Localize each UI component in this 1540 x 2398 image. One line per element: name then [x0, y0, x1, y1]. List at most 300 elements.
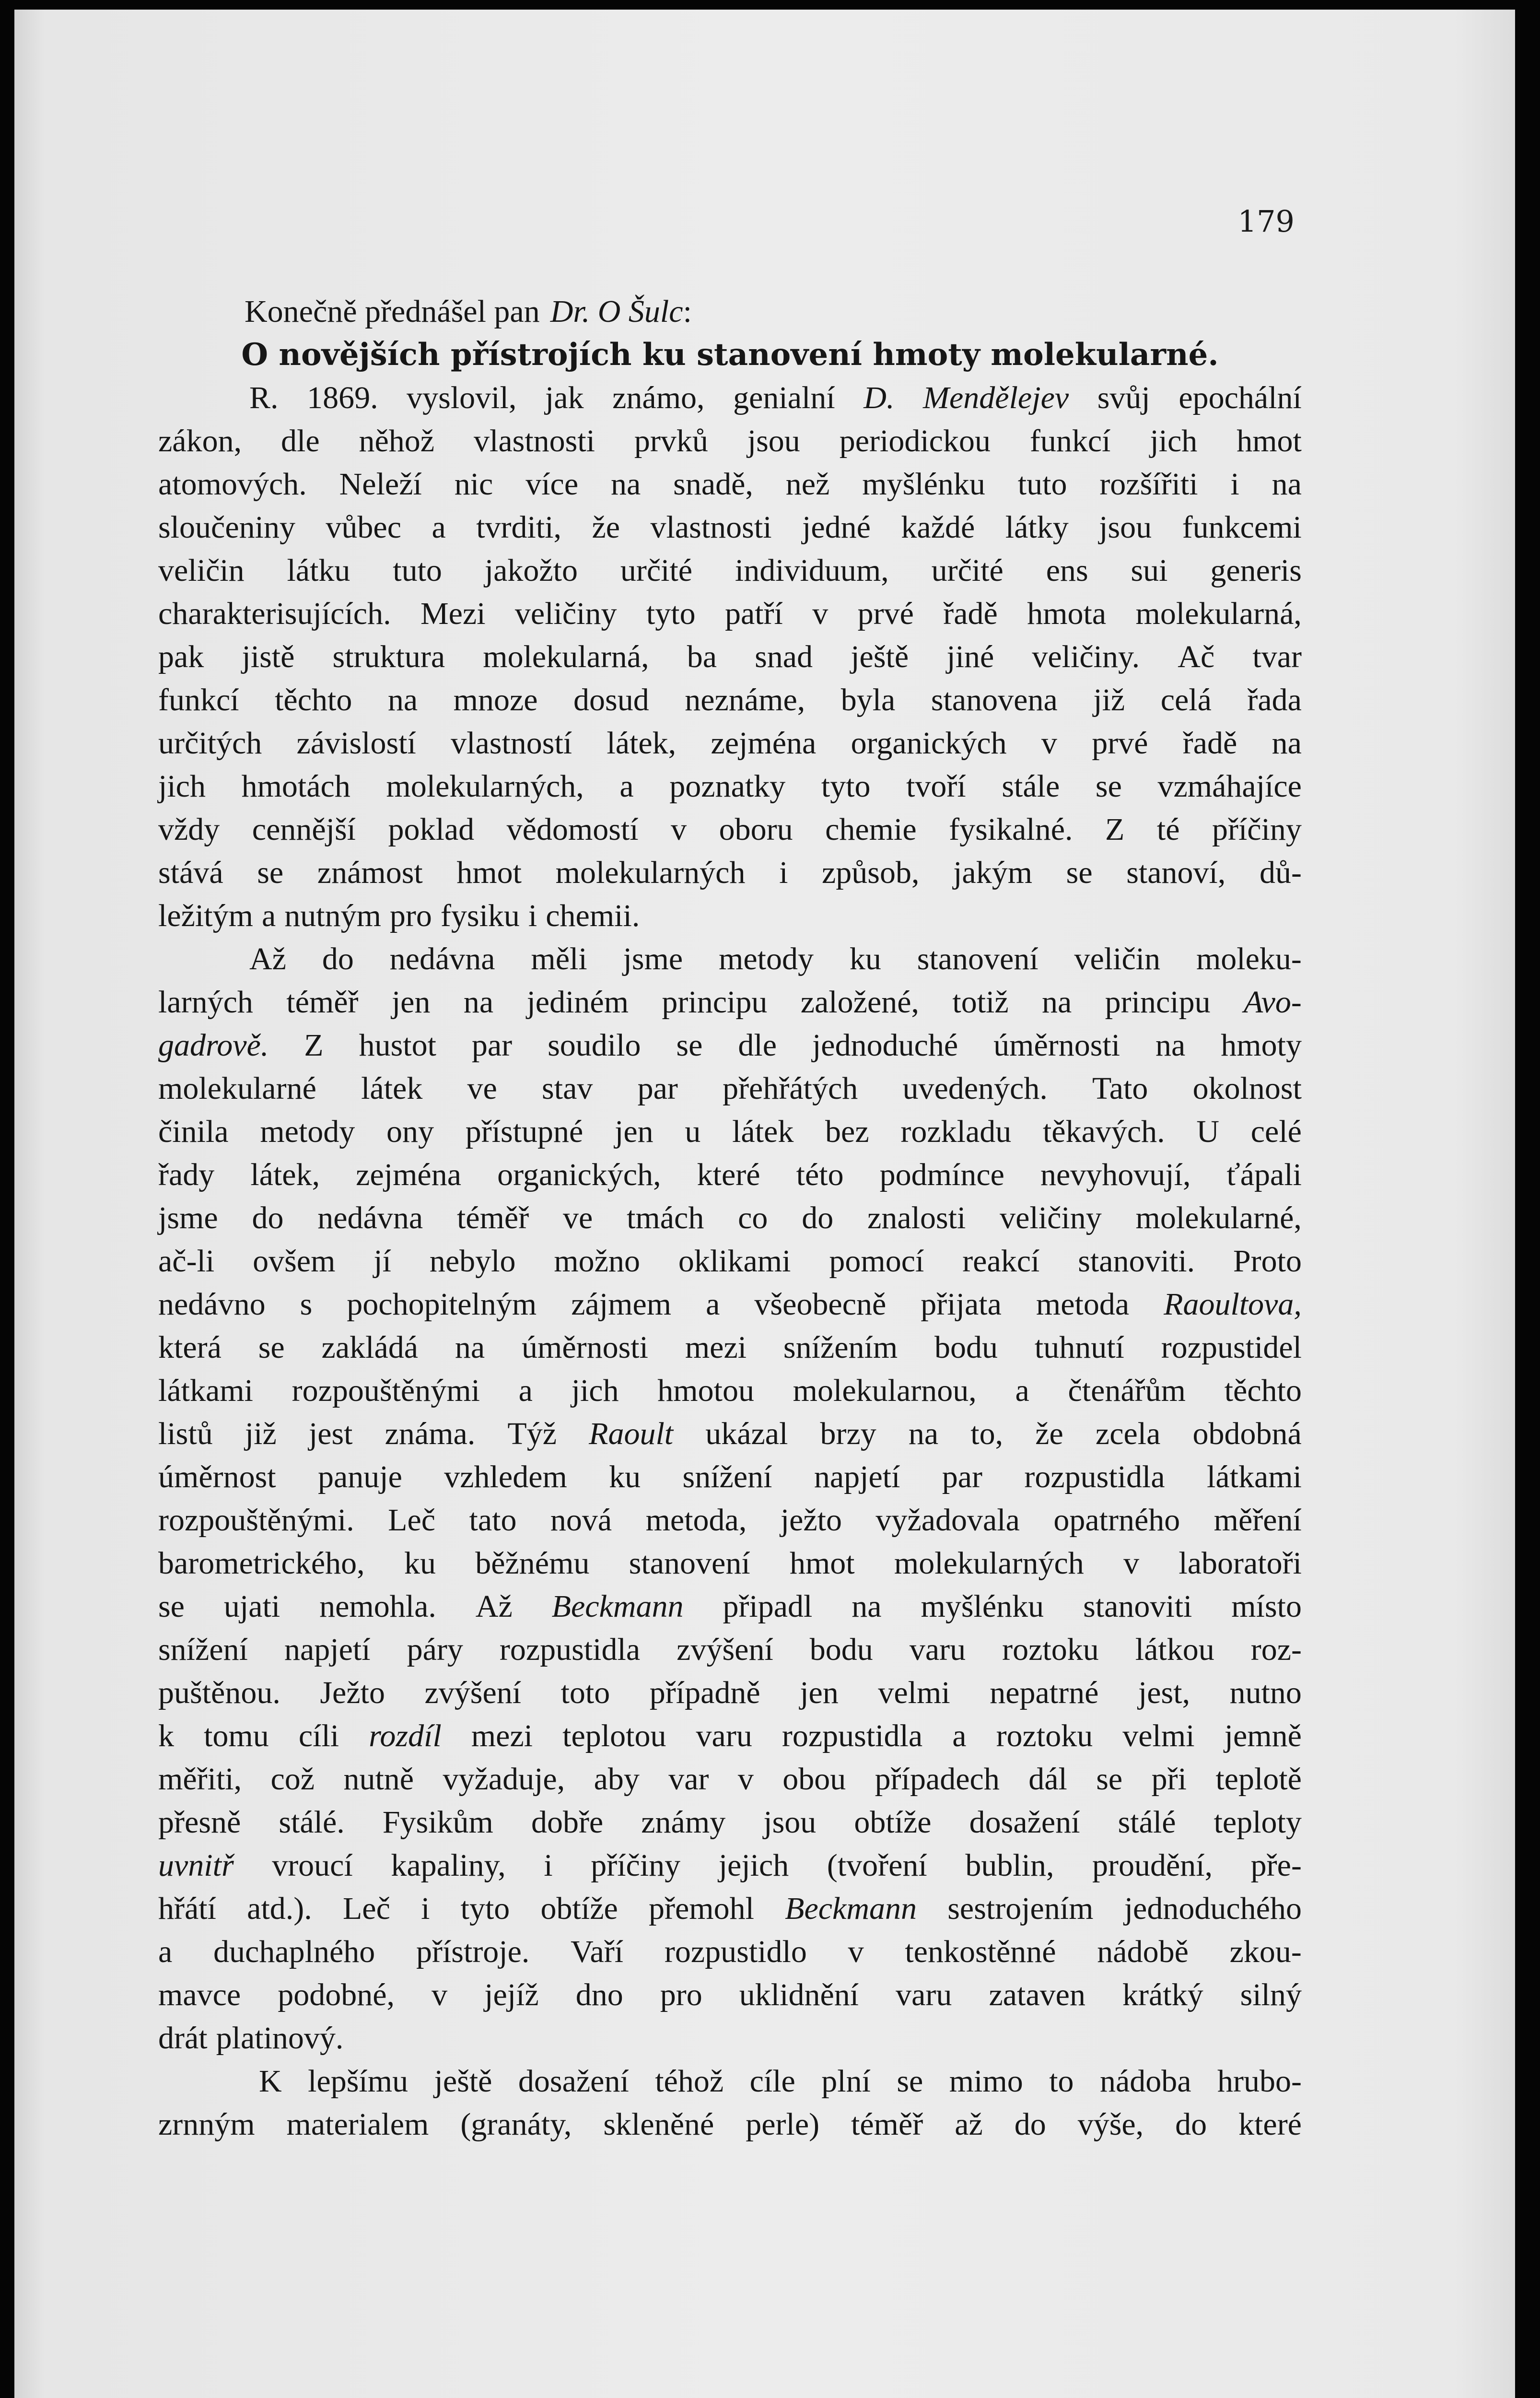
word: vědomostí	[506, 812, 639, 847]
text-line	[158, 1283, 1302, 1326]
word: znalosti	[867, 1200, 966, 1235]
word: tuhnutí	[1034, 1330, 1124, 1365]
word: jsou	[763, 1805, 817, 1840]
word: nutným	[284, 898, 381, 933]
word: tmách	[627, 1200, 704, 1235]
word: a	[619, 769, 634, 804]
word: ku	[404, 1546, 436, 1581]
word: jsme	[158, 1200, 218, 1235]
text-line	[158, 1758, 1302, 1801]
text-line	[158, 376, 1302, 420]
word: stanovení	[917, 941, 1038, 976]
word: larných	[158, 985, 253, 1020]
body-text	[158, 376, 1302, 2146]
word: charakterisujících.	[158, 596, 391, 631]
word: duchaplného	[213, 1934, 375, 1969]
word: panuje	[317, 1459, 402, 1494]
word: varu	[896, 1977, 952, 2012]
word: neznáme,	[685, 682, 805, 717]
text-line	[158, 1715, 1302, 1758]
word: fysiku	[440, 898, 520, 933]
word: jejíž	[484, 1977, 539, 2012]
word: dobře	[531, 1805, 604, 1840]
word: skleněné	[603, 2107, 714, 2142]
word: zákon,	[158, 423, 242, 458]
word: molekularné	[158, 1071, 316, 1106]
word: v	[671, 812, 687, 847]
word: na	[387, 682, 418, 717]
word: veličin	[158, 553, 245, 588]
lecturer-line	[158, 290, 1302, 333]
word: dosažení	[518, 2064, 629, 2099]
word: atd.).	[247, 1891, 312, 1926]
word: mezi	[471, 1718, 533, 1753]
word: zakládá	[321, 1330, 419, 1365]
word: rozpouštěnými	[292, 1373, 480, 1408]
word: že	[1035, 1416, 1063, 1451]
word: napjetí	[814, 1459, 900, 1494]
text-line	[158, 463, 1302, 506]
word: uvnitř	[158, 1848, 234, 1883]
text-line	[158, 938, 1302, 981]
word: stanoviti	[1083, 1589, 1192, 1624]
word: funkcemi	[1182, 510, 1302, 545]
text-line	[158, 1369, 1302, 1412]
word: proudění,	[1092, 1848, 1213, 1883]
word: těkavých.	[1042, 1114, 1165, 1149]
word: Týž	[507, 1416, 557, 1451]
word: molekularná,	[1135, 596, 1302, 631]
word: jejich	[718, 1848, 789, 1883]
word: se	[1095, 769, 1122, 804]
word: dosud	[573, 682, 649, 717]
word: případně	[649, 1675, 760, 1710]
word: stálé.	[279, 1805, 345, 1840]
word: známy	[641, 1805, 726, 1840]
word: vlastnosti	[650, 510, 772, 545]
word: jakým	[953, 855, 1033, 890]
word: jednoduché	[812, 1028, 958, 1063]
word: materialem	[286, 2107, 429, 2142]
word: veličin	[1074, 941, 1161, 976]
word: jest	[308, 1416, 353, 1451]
word: rozpustidla	[782, 1718, 923, 1753]
word: řadě	[943, 596, 998, 631]
word: do	[1014, 2107, 1046, 2142]
word: jediném	[526, 985, 629, 1020]
word: rozpustidlo	[664, 1934, 807, 1969]
text-line	[158, 1585, 1302, 1628]
word: páry	[407, 1632, 463, 1667]
text-line	[158, 1024, 1302, 1067]
word: myšlénku	[862, 467, 985, 502]
word: ježto	[780, 1503, 842, 1538]
word: i	[779, 855, 788, 890]
word: rozdíl	[369, 1718, 442, 1753]
word: hrubo-	[1217, 2064, 1302, 2099]
word: látkami	[1207, 1459, 1302, 1494]
word: čtenářům	[1068, 1373, 1186, 1408]
word: všeobecně	[754, 1287, 887, 1322]
word: známo,	[612, 380, 705, 415]
word: atomových.	[158, 467, 307, 502]
word: cennější	[252, 812, 356, 847]
word: cíle	[749, 2064, 795, 2099]
word: úměrnosti	[993, 1028, 1120, 1063]
word: látky	[1005, 510, 1069, 545]
word: hřátí	[158, 1891, 216, 1926]
word: (granáty,	[460, 2107, 572, 2142]
word: Z	[304, 1028, 324, 1063]
word: ens	[1046, 553, 1088, 588]
word: plní	[821, 2064, 871, 2099]
word: organických,	[497, 1157, 661, 1192]
word: do	[802, 1200, 834, 1235]
word: zejména	[356, 1157, 462, 1192]
word: pomocí	[829, 1244, 924, 1279]
word: sloučeniny	[158, 510, 295, 545]
word: do	[252, 1200, 284, 1235]
word: i	[528, 898, 537, 933]
word: příčiny	[591, 1848, 681, 1883]
text-line	[158, 1671, 1302, 1715]
word: a	[261, 898, 276, 933]
word: rozpustidla	[1024, 1459, 1165, 1494]
word: vroucí	[272, 1848, 353, 1883]
word: nová	[550, 1503, 612, 1538]
word: běžnému	[475, 1546, 590, 1581]
word: kapaliny,	[391, 1848, 506, 1883]
text-line	[158, 1844, 1302, 1887]
word: sestrojením	[947, 1891, 1094, 1926]
word: látkami	[158, 1373, 253, 1408]
word: při	[1151, 1762, 1187, 1797]
text-line	[158, 549, 1302, 592]
word: přístroje.	[416, 1934, 530, 1969]
word: podmínce	[879, 1157, 1004, 1192]
word: téměř	[286, 985, 359, 1020]
text-line	[158, 2017, 1302, 2060]
word: tato	[469, 1503, 517, 1538]
word: založené,	[800, 985, 920, 1020]
word: laboratoři	[1178, 1546, 1302, 1581]
word: obou	[782, 1762, 846, 1797]
word: molekularné,	[1135, 1200, 1302, 1235]
text-line	[158, 1326, 1302, 1369]
word: jednoduchého	[1124, 1891, 1302, 1926]
word: a	[706, 1287, 720, 1322]
word: nemohla.	[319, 1589, 436, 1624]
word: Z	[1105, 812, 1125, 847]
word: obdobná	[1192, 1416, 1302, 1451]
text-line	[158, 722, 1302, 765]
word: již	[1093, 682, 1125, 717]
word: téměř	[456, 1200, 529, 1235]
word: vyžadovala	[875, 1503, 1020, 1538]
word: ku	[849, 941, 881, 976]
text-line	[158, 808, 1302, 851]
word: varu	[909, 1632, 966, 1667]
word: ve	[562, 1200, 593, 1235]
word: známa.	[385, 1416, 476, 1451]
word: drát	[158, 2021, 208, 2056]
word: známost	[317, 855, 423, 890]
text-line	[158, 420, 1302, 463]
word: se	[897, 2064, 923, 2099]
word: Fysikům	[382, 1805, 493, 1840]
word: Leč	[342, 1891, 390, 1926]
word: nebylo	[429, 1244, 516, 1279]
word: jen	[800, 1675, 839, 1710]
word: snadě,	[673, 467, 753, 502]
word: jsme	[623, 941, 683, 976]
word: oboru	[719, 812, 793, 847]
word: těchto	[275, 682, 352, 717]
word: Mendělejev	[923, 380, 1069, 415]
text-line	[158, 765, 1302, 808]
word: Ač	[1178, 639, 1215, 674]
word: se	[1066, 855, 1093, 890]
word: nevyhovují,	[1040, 1157, 1191, 1192]
word: vzmáhajíce	[1157, 769, 1302, 804]
word: svůj	[1097, 380, 1150, 415]
word: i	[1230, 467, 1239, 502]
word: přemohl	[648, 1891, 754, 1926]
word: veličiny.	[1032, 639, 1140, 674]
article-text	[158, 290, 1302, 2146]
word: rozpustidla	[499, 1632, 641, 1667]
word: pochopitelným	[347, 1287, 537, 1322]
word: a	[952, 1718, 967, 1753]
word: stanoví,	[1126, 855, 1226, 890]
word: nedávno	[158, 1287, 266, 1322]
word: závislostí	[296, 726, 416, 761]
word: prvé	[1092, 726, 1148, 761]
word: zvýšení	[677, 1632, 773, 1667]
word: myšlénku	[921, 1589, 1044, 1624]
word: hmot	[789, 1546, 855, 1581]
word: ve	[467, 1071, 497, 1106]
word: stanovení	[629, 1546, 750, 1581]
word: vzhledem	[444, 1459, 567, 1494]
word: a	[432, 510, 446, 545]
word: snížení	[682, 1459, 772, 1494]
word: látkou	[1135, 1632, 1214, 1667]
word: tyto	[460, 1891, 510, 1926]
word: měli	[531, 941, 587, 976]
word: nádobě	[1097, 1934, 1189, 1969]
word: na	[463, 985, 494, 1020]
word: roz-	[1250, 1632, 1302, 1667]
word: zcela	[1095, 1416, 1161, 1451]
word: jich	[1150, 423, 1198, 458]
word: do	[1175, 2107, 1207, 2142]
word: tyto	[821, 769, 871, 804]
word: Proto	[1233, 1244, 1302, 1279]
word: to,	[970, 1416, 1003, 1451]
word: metoda	[1036, 1287, 1130, 1322]
word: stanovena	[931, 682, 1058, 717]
word: jemně	[1224, 1718, 1302, 1753]
word: stále	[1002, 769, 1060, 804]
word: uklidnění	[739, 1977, 859, 2012]
word: ťápali	[1226, 1157, 1302, 1192]
word: nepatrné	[990, 1675, 1099, 1710]
word: téměř	[851, 2107, 923, 2142]
word: bublin,	[965, 1848, 1054, 1883]
word: této	[796, 1157, 844, 1192]
word: látek,	[250, 1157, 320, 1192]
word: byla	[840, 682, 896, 717]
word: dů-	[1259, 855, 1302, 890]
word: poznatky	[669, 769, 786, 804]
word: podobné,	[278, 1977, 395, 2012]
word: principu	[1105, 985, 1211, 1020]
word: veličiny	[1000, 1200, 1102, 1235]
word: hmoty	[1221, 1028, 1302, 1063]
word: v	[1041, 726, 1057, 761]
word: silný	[1240, 1977, 1302, 2012]
word: i	[421, 1891, 430, 1926]
word: které	[697, 1157, 760, 1192]
word: jistě	[242, 639, 295, 674]
word: molekularnou,	[793, 1373, 977, 1408]
word: na	[852, 1589, 882, 1624]
page-number: 179	[1237, 204, 1295, 239]
word: napjetí	[284, 1632, 371, 1667]
word: rozkladu	[900, 1114, 1012, 1149]
text-line	[158, 1412, 1302, 1456]
word: brzy	[820, 1416, 876, 1451]
word: v	[1123, 1546, 1140, 1581]
word: rozpustidel	[1161, 1330, 1302, 1365]
word: každé	[901, 510, 975, 545]
word: metody	[260, 1114, 355, 1149]
word: individuum,	[735, 553, 889, 588]
word: dno	[575, 1977, 623, 2012]
word: K	[259, 2064, 282, 2099]
word: činila	[158, 1114, 229, 1149]
word: ony	[386, 1114, 434, 1149]
word: roztoku	[1002, 1632, 1099, 1667]
word: celá	[1160, 682, 1212, 717]
word: zkou-	[1229, 1934, 1302, 1969]
word: možno	[554, 1244, 640, 1279]
word: místo	[1231, 1589, 1302, 1624]
word: a	[518, 1373, 533, 1408]
word: v	[848, 1934, 864, 1969]
word: platinový.	[216, 2021, 344, 2056]
text-line	[158, 2103, 1302, 2146]
text-line	[158, 2060, 1302, 2103]
word: již	[245, 1416, 277, 1451]
text-line	[158, 1456, 1302, 1499]
word: periodickou	[839, 423, 991, 458]
word: mavce	[158, 1977, 241, 2012]
word: bodu	[809, 1632, 873, 1667]
word: reakcí	[962, 1244, 1040, 1279]
word: par	[637, 1071, 678, 1106]
word: bez	[825, 1114, 869, 1149]
word: určitých	[158, 726, 262, 761]
word: zejména	[711, 726, 817, 761]
word: to	[1049, 2064, 1074, 2099]
word: které	[1238, 2107, 1302, 2142]
word: nic	[454, 467, 493, 502]
word: řadě	[1182, 726, 1237, 761]
word: stálé	[1118, 1805, 1176, 1840]
word: s	[300, 1287, 313, 1322]
text-line	[158, 1110, 1302, 1153]
word: moleku-	[1196, 941, 1302, 976]
word: jedné	[802, 510, 871, 545]
word: na	[1272, 467, 1302, 502]
word: hmotách	[241, 769, 350, 804]
word: přesně	[158, 1805, 241, 1840]
word: jakožto	[484, 553, 578, 588]
word: 1869.	[307, 380, 378, 415]
word: nutno	[1229, 1675, 1302, 1710]
word: aby	[594, 1762, 640, 1797]
text-line	[158, 1240, 1302, 1283]
word: měření	[1213, 1503, 1302, 1538]
word: varu	[696, 1718, 752, 1753]
word: mimo	[949, 2064, 1023, 2099]
word: soudilo	[548, 1028, 641, 1063]
word: teploty	[1213, 1805, 1302, 1840]
word: vyžaduje,	[443, 1762, 565, 1797]
word: dosažení	[969, 1805, 1080, 1840]
word: celé	[1250, 1114, 1302, 1149]
word: Beckmann	[785, 1891, 917, 1926]
word: nádoba	[1099, 2064, 1191, 2099]
word: Až	[249, 941, 286, 976]
word: principu	[662, 985, 768, 1020]
word: pro	[660, 1977, 702, 2012]
text-line	[158, 1067, 1302, 1110]
word: funkcí	[1029, 423, 1111, 458]
word: ač-li	[158, 1244, 215, 1279]
word: chemii.	[546, 898, 640, 933]
text-line	[158, 506, 1302, 549]
word: látek	[361, 1071, 423, 1106]
word: molekularných,	[386, 769, 584, 804]
word: jest,	[1138, 1675, 1190, 1710]
word: u	[685, 1114, 701, 1149]
word: poklad	[388, 812, 475, 847]
text-line	[158, 1930, 1302, 1974]
word: se	[1096, 1762, 1123, 1797]
word: roztoku	[996, 1718, 1093, 1753]
word: která	[158, 1330, 222, 1365]
word: tenkostěnné	[905, 1934, 1056, 1969]
word: gadrově.	[158, 1028, 269, 1063]
word: stává	[158, 855, 223, 890]
word: puštěnou.	[158, 1675, 280, 1710]
word: tuto	[1017, 467, 1067, 502]
word: epochální	[1178, 380, 1302, 415]
word: Leč	[388, 1503, 436, 1538]
word: určité	[620, 553, 693, 588]
word: úměrnost	[158, 1459, 276, 1494]
word: zrnným	[158, 2107, 255, 2142]
word: hmota	[1027, 596, 1107, 631]
word: par	[471, 1028, 513, 1063]
word: tvar	[1252, 639, 1302, 674]
text-line	[158, 851, 1302, 894]
word: velmi	[1122, 1718, 1195, 1753]
word: příčiny	[1212, 812, 1302, 847]
